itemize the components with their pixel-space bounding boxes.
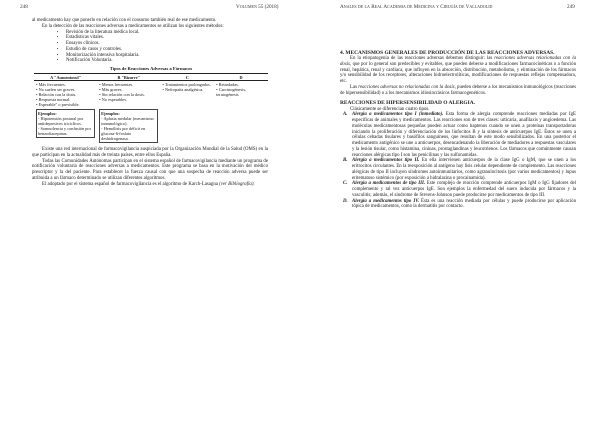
allergy-type-d (340, 199, 576, 211)
example-item: - Somnolencia y confusión por benzodiacepinas. (38, 126, 93, 136)
examples-a (34, 108, 97, 144)
list-item: • Ensayos clínicos. (66, 41, 268, 47)
text-run: El adoptado por el sistema español de farmacovigilancia es el algoritmo de Karch-Lasagna (42, 181, 220, 187)
list-item: • Estudio de casos y controles. (66, 47, 268, 53)
left-paragraph-2: En la detección de las reacciones adversas a medicamentos se utilizan los siguientes métodos: (42, 23, 224, 29)
right-page-number: 249 (567, 4, 575, 10)
allergy-type-c (340, 181, 576, 198)
table-cell-item: • Tratamientos prolongados. (162, 82, 212, 87)
table-cell-item: • No suelen ser graves. (36, 87, 95, 92)
text-run: , pueden deberse a los mecanismos inmunológicos (reacciones de hipersensibilidad) o a los mecanismos idiosincrásicos farmacogenéticos. (340, 84, 576, 96)
list-item: • Notificación Voluntaria. (66, 58, 268, 64)
table-cell-item: • Retardadas. (216, 82, 266, 87)
examples-label: Ejemplos: (38, 111, 57, 116)
hypersensitivity-title: REACCIONES DE HIPERSENSIBILIDAD O ALERGIA. (340, 100, 475, 107)
type-text: Este complejo de reacción comprende anticuerpos IgM o IgG fijadores del complemento y tal vez anticuerpos IgE. Son ejemplos la enfermedad del suero inducida por fármacos y la vasculitis; además, el síndrome de Stevens-Johnson puede producirse por medicamentos de tipo III. (352, 181, 576, 198)
table-header-c: C (160, 74, 214, 81)
examples-label: Ejemplos: (101, 111, 120, 116)
type-text: Ésta es una reacción mediada por células y puede producirse por aplicación tópica de medicamentos, como la dermatitis por contacto. (352, 198, 576, 210)
left-page-column (32, 18, 268, 187)
right-running-head: Anales de la Real Academia de Medicina y Cirugía de Valladolid (340, 4, 493, 10)
type-label: C. (343, 181, 348, 187)
left-paragraph-1: al medicamento hay que ponerlo en relación con el consumo también real de ese medicamento. (32, 18, 217, 23)
hypersensitivity-intro: Clásicamente se diferencian cuatro tipos. (350, 106, 430, 112)
example-item: - Aplasia medular (mecanismo inmunológico). (101, 116, 156, 126)
table-cell-item: • Carcinogénesis, teratogénesis (216, 87, 266, 97)
table-cell-d (214, 81, 268, 109)
list-item: • Estadísticas vitales. (66, 35, 268, 41)
left-running-head: Volumen 55 (2018) (236, 4, 279, 10)
type-label: A. (343, 112, 348, 118)
type-label: B. (343, 158, 348, 164)
type-title: Alergia a medicamentos tipo II. (352, 158, 420, 164)
table-cell-a (34, 81, 97, 109)
emphasis: reacciones adversas no relacionadas con la dosis (358, 84, 455, 90)
table-cell-item: • Más graves. (99, 87, 158, 92)
right-page-column (340, 50, 576, 210)
right-paragraph-1 (340, 56, 576, 85)
allergy-type-a (340, 112, 576, 158)
table-header-a: A "Aumentosul" (34, 74, 97, 81)
emphasis: reacciones adversas relacionadas con la dosis (340, 56, 577, 67)
table-cell-item: • Nefropatía analgésica. (162, 87, 212, 92)
adverse-reactions-table (34, 66, 268, 144)
list-item: • Monitorización intensiva hospitalaria. (66, 53, 268, 59)
bibliography-ref: (ver Bibliografía). (219, 181, 255, 187)
left-page-number: 248 (20, 4, 28, 10)
text-run: , que por lo general son predecibles y evitables, que pueden deberse a modificaciones farmacocinéticas o a función renal, hepática, renal y cardiaca, que influyen en la absorción, distribución, metabolismo, y eliminación de los fármacos y/o sensibilidad de los receptores, alteraciones hidroelectrolíticas, modificaciones de respuestas reflejas compensadora, etc. (340, 61, 576, 85)
methods-list (66, 30, 268, 65)
type-title: Alergia a medicamentos tipo I (inmediato). (352, 112, 444, 118)
section-4-title: 4. MECANISMOS GENERALES DE PRODUCCIÓN DE LAS REACCIONES ADVERSAS. (340, 50, 555, 56)
type-text: En ella intervienen anticuerpos de la clase IgG o IgM, que se unen a los eritrocitos circulantes. En la reexposición al antígeno hay lisis celular dependiente de complemento. Las reacciones alérgicas de tipo II incluyen síndromes autoinmunitarios, como agranulocitosis (por varios medicamentos) y lupus eritematoso sistémico (por exposición a hidralazina o procainamida). (352, 158, 576, 181)
allergy-type-b (340, 158, 576, 181)
table-cell-item: • Menos frecuentes. (99, 82, 158, 87)
left-paragraph-3: Existe una red internacional de farmacovigilancia auspiciada por la Organización Mundial de la Salud (OMS) en la que participan en la actualidad más de treinta países, entre ellos España. (32, 147, 268, 158)
left-paragraph-4: Todas las Comunidades Autónomas participan en el sistema español de farmacovigilancia mediante un programa de notificación voluntaria de reacciones adversas a medicamentos. Este programa se basa en la motivación del médico prescriptor y la del paciente. Para establecer la fuerza causal con que una sospecha de reacción adversa puede ser atribuida a un fármaco determinado se utilizan diferentes algoritmos. (32, 158, 268, 181)
table-cell-item: • Sin relación con la dosis. (99, 92, 158, 97)
table-header-b: B "Bizarre" (97, 74, 160, 81)
type-label: D. (343, 198, 348, 204)
table-cell-b (97, 81, 160, 109)
example-item: - Hipotensión postural por antidepresivos tricíclicos. (38, 116, 93, 126)
table-cell-item: • No esperables. (99, 97, 158, 102)
right-paragraph-2 (340, 85, 576, 97)
table-cell-item: • Más frecuentes. (36, 82, 95, 87)
table-cell-item: • Relación con la dosis. (36, 92, 95, 97)
table-cell-item: • Esperable" o previsible. (36, 102, 95, 107)
table-header-d: D (214, 74, 268, 81)
type-text: Esta forma de alergia comprende reacciones mediadas por IgE específicas de animales y medicamentos. Las reacciones son de tres clases: urticaria, anafilaxis y angioedema. Las moléculas medicamentosas pequeñas pueden actuar como haptenos cuando se unen a proteínas transportadoras iniciando la proliferación y diferenciación de los linfocitos B y la síntesis de anticuerpos IgE. Éstos se unen a células cebadas tisulares y basófilos sanguíneos, que resultan de este modo sensibilizados. En una posterior el medicamento antigénico se une a anticuerpos, desencadenando la liberación de mediadores a respuestas vasculares y la lesión tisular, como histamina, cininas, prostaglandinas y leucotrienos. Los fármacos que comúnmente causan reacciones alérgicas tipo I son las penicilinas y las sulfonamidas. (352, 112, 576, 158)
left-paragraph-5 (32, 182, 268, 188)
type-title: Alergia a medicamentos de tipo III. (352, 181, 426, 187)
text-run: En la etiopatogenia de las reacciones adversas debemos distinguir: las (350, 56, 495, 62)
table-cell-item: • Respuesta normal. (36, 97, 95, 102)
table-caption: Tipos de Reacciones Adversas a Fármacos (109, 66, 193, 71)
type-title: Alergia a medicamentos tipo IV. (352, 198, 420, 204)
list-item: • Revisión de la literatura médica local. (66, 30, 268, 36)
examples-b (97, 108, 160, 144)
table-cell-c (160, 81, 214, 109)
example-item: - Hemólisis por déficit en glucosa-6-fosfato deshidrogenasa. (101, 126, 156, 141)
text-run: Las (350, 84, 359, 90)
